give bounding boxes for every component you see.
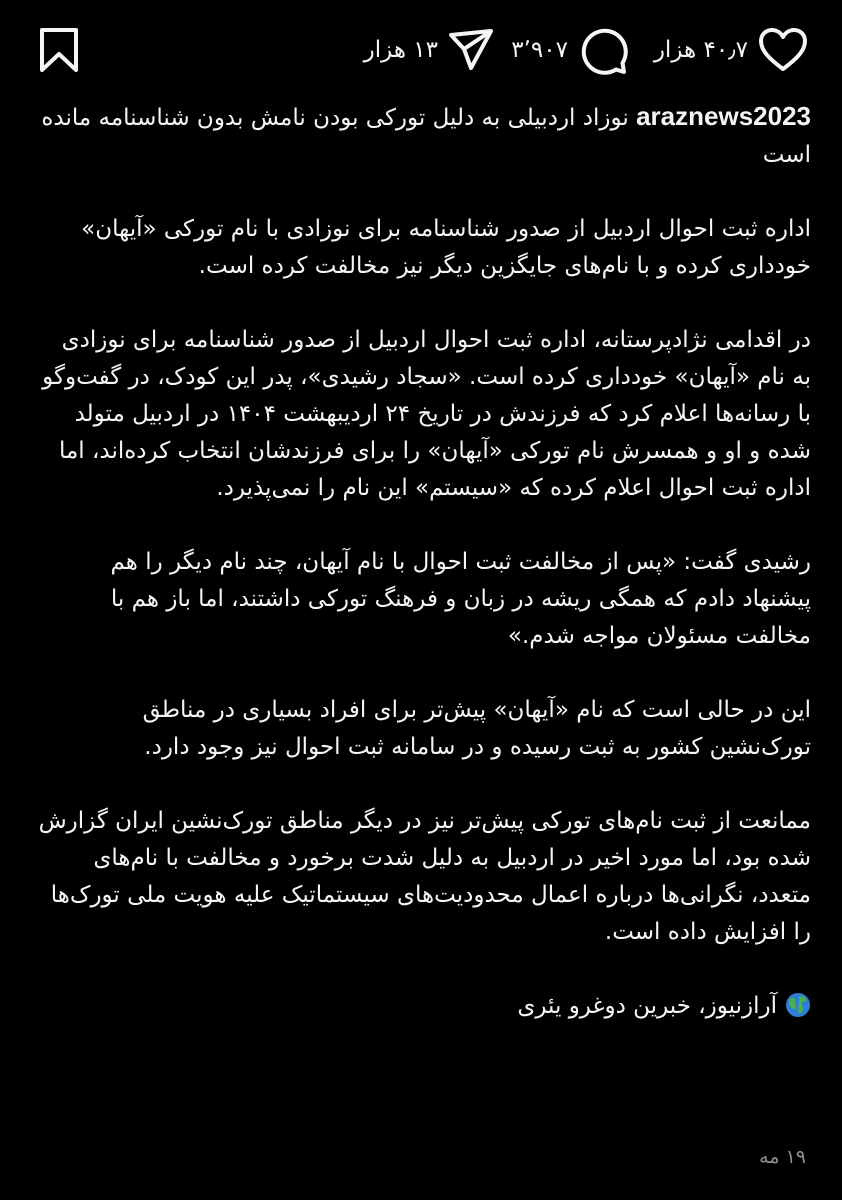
shares-count[interactable]: ۱۳ هزار — [363, 37, 438, 63]
like-icon[interactable] — [758, 27, 808, 73]
comments-count[interactable]: ۳٬۹۰۷ — [511, 37, 568, 63]
post-date: ۱۹ مه — [759, 1146, 806, 1168]
heart-icon — [758, 27, 808, 73]
comment-action[interactable] — [511, 20, 628, 80]
caption-paragraph-2: در اقدامی نژادپرستانه، اداره ثبت احوال اردبیل از صدور شناسنامه برای نوزادی به نام «آیهان» خودداری کرده است. «سجاد رشیدی»، پدر این کودک، در گفت‌وگو با رسانه‌ها اعلام کرد که فرزندش در تاریخ ۲۴ اردیبهشت ۱۴۰۴ در اردبیل متولد شده و او و همسرش نام تورکی «آیهان» را برای فرزندشان انتخاب کرده‌اند، اما اداره ثبت احوال اعلام کرده که «سیستم» این نام را نمی‌پذیرد. — [42, 327, 811, 501]
share-icon[interactable] — [448, 28, 494, 72]
caption-headline — [36, 98, 811, 174]
bookmark-icon — [38, 27, 80, 73]
headline-text: نوزاد اردبیلی به دلیل تورکی بودن نامش بدون شناسنامه مانده است — [41, 105, 811, 168]
post-caption — [36, 98, 811, 1067]
send-icon — [448, 28, 494, 72]
caption-paragraph-5: ممانعت از ثبت نام‌های تورکی پیش‌تر نیز در دیگر مناطق تورک‌نشین ایران گزارش شده بود، اما مورد اخیر در اردبیل به دلیل شدت برخورد و مخالفت با نام‌های متعدد، نگرانی‌ها درباره اعمال محدودیت‌های سیستماتیک علیه هویت ملی تورک‌ها را افزایش داده است. — [38, 808, 811, 945]
save-action[interactable] — [38, 20, 80, 80]
post-action-bar — [0, 20, 842, 80]
share-action[interactable] — [364, 20, 494, 80]
like-action[interactable] — [654, 20, 808, 80]
comment-icon[interactable] — [578, 25, 628, 75]
globe-icon — [785, 992, 811, 1030]
caption-paragraph-3: رشیدی گفت: «پس از مخالفت ثبت احوال با نام آیهان، چند نام دیگر را هم پیشنهاد دادم که همگی ریشه در زبان و فرهنگ تورکی داشتند، اما باز هم با مخالفت مسئولان مواجه شدم.» — [110, 549, 811, 649]
caption-signature — [36, 988, 811, 1030]
caption-paragraph-4: این در حالی است که نام «آیهان» پیش‌تر برای افراد بسیاری در مناطق تورک‌نشین کشور به ثبت رسیده و در سامانه ثبت احوال نیز وجود دارد. — [142, 697, 811, 760]
likes-count[interactable]: ۴۰٫۷ هزار — [653, 37, 748, 63]
signature-text: آرازنیوز، خبرین دوغرو یئری — [517, 993, 777, 1019]
caption-paragraph-1: اداره ثبت احوال اردبیل از صدور شناسنامه برای نوزادی با نام تورکی «آیهان» خودداری کرده و با نام‌های جایگزین دیگر نیز مخالفت کرده است. — [81, 216, 811, 279]
comment-bubble-icon — [578, 25, 628, 75]
username-link[interactable]: araznews2023 — [636, 101, 811, 131]
